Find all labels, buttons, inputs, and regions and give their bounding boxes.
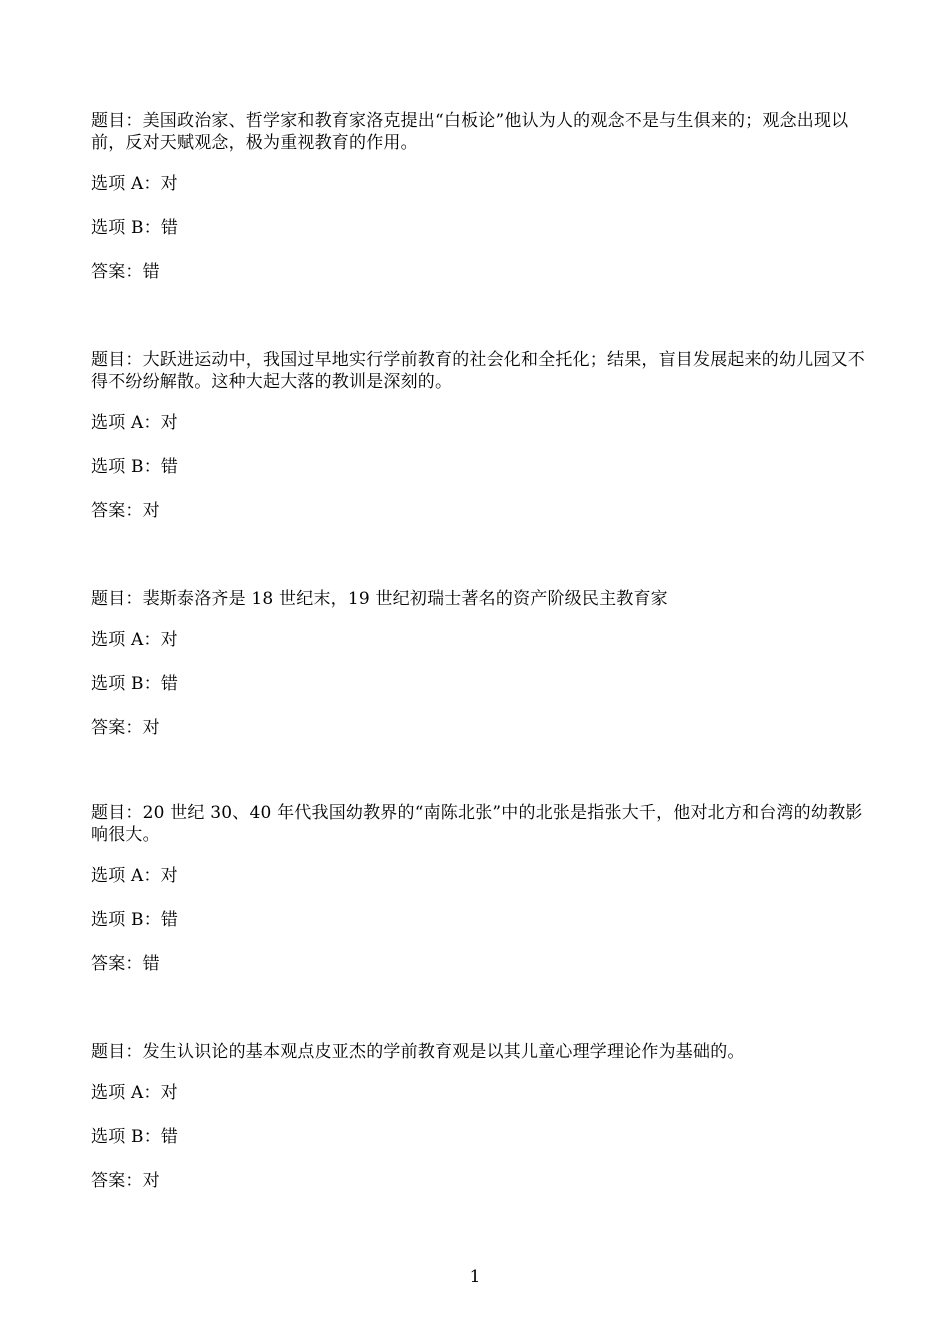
option-b: 选项 B：错 — [91, 218, 179, 238]
answer: 答案：对 — [91, 718, 160, 738]
option-b: 选项 B：错 — [91, 1127, 179, 1147]
question-text: 题目：裴斯泰洛齐是 18 世纪末，19 世纪初瑞士著名的资产阶级民主教育家 — [91, 589, 668, 609]
option-b: 选项 B：错 — [91, 910, 179, 930]
question-block-3 — [91, 588, 866, 739]
question-block-4 — [91, 802, 866, 975]
option-a: 选项 A：对 — [91, 174, 178, 194]
page-number: 1 — [469, 1267, 481, 1287]
option-a: 选项 A：对 — [91, 1083, 178, 1103]
option-b: 选项 B：错 — [91, 457, 179, 477]
option-b: 选项 B：错 — [91, 674, 179, 694]
option-a: 选项 A：对 — [91, 630, 178, 650]
option-a: 选项 A：对 — [91, 866, 178, 886]
question-block-1 — [91, 110, 866, 283]
answer: 答案：对 — [91, 501, 160, 521]
option-a: 选项 A：对 — [91, 413, 178, 433]
question-text: 题目：大跃进运动中，我国过早地实行学前教育的社会化和全托化；结果，盲目发展起来的幼儿园又不得不纷纷解散。这种大起大落的教训是深刻的。 — [91, 350, 865, 392]
question-text: 题目：20 世纪 30、40 年代我国幼教界的“南陈北张”中的北张是指张大千，他对北方和台湾的幼教影响很大。 — [91, 803, 863, 845]
question-text: 题目：发生认识论的基本观点皮亚杰的学前教育观是以其儿童心理学理论作为基础的。 — [91, 1042, 745, 1062]
answer: 答案：错 — [91, 262, 160, 282]
question-text: 题目：美国政治家、哲学家和教育家洛克提出“白板论”他认为人的观念不是与生俱来的；观念出现以前，反对天赋观念，极为重视教育的作用。 — [91, 111, 849, 153]
question-block-5 — [91, 1041, 866, 1192]
answer: 答案：对 — [91, 1171, 160, 1191]
answer: 答案：错 — [91, 954, 160, 974]
question-block-2 — [91, 349, 866, 522]
